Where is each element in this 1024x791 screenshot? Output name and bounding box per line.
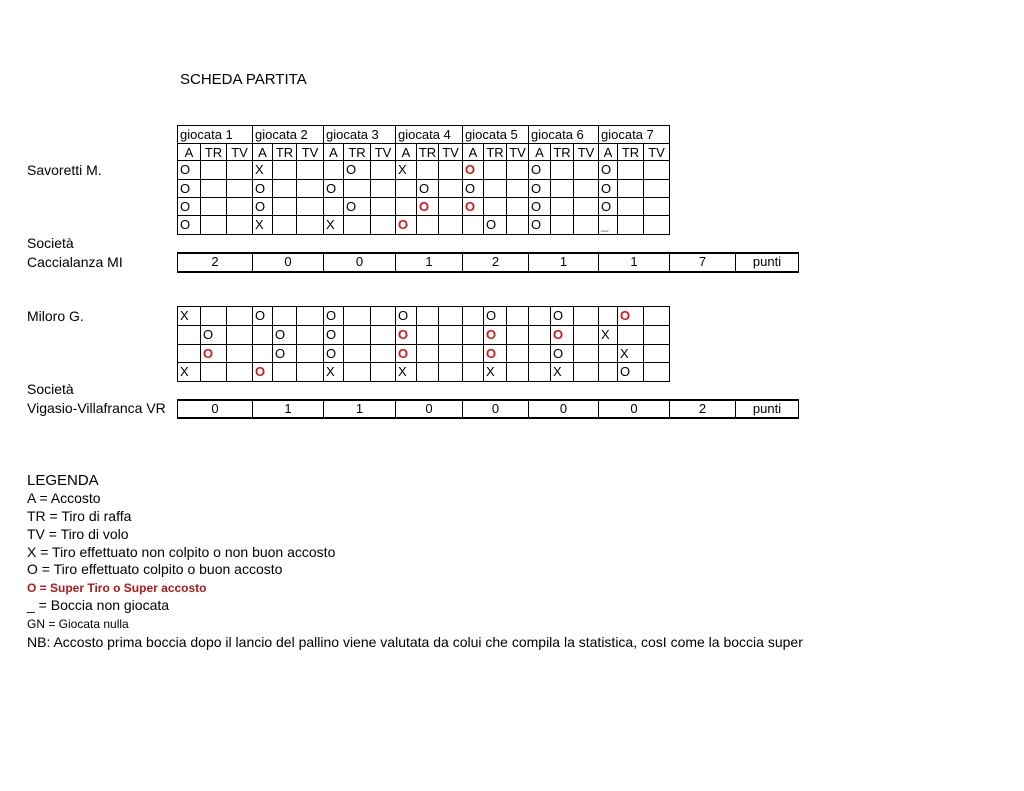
giocata-score: 1 [252,399,324,419]
giocata-score: 0 [177,399,253,419]
mark-cell [226,179,253,198]
mark-cell: _ [598,215,618,235]
subcol-header: TR [483,143,507,161]
mark-cell [643,160,670,180]
mark-cell: O [323,179,344,198]
mark-cell [573,179,599,198]
mark-cell [617,215,644,235]
super-mark-cell: O [395,325,417,345]
mark-cell: X [617,344,644,363]
super-mark-cell: O [416,197,439,216]
mark-cell: O [323,306,344,326]
giocata-score: 0 [252,252,324,273]
subcol-header: TR [416,143,439,161]
mark-cell [573,325,599,345]
mark-cell [416,215,439,235]
mark-cell [395,179,417,198]
mark-cell [226,344,253,363]
mark-cell [528,325,551,345]
subcol-header: A [395,143,417,161]
mark-cell: O [598,160,618,180]
mark-cell [573,197,599,216]
super-mark-cell: O [395,344,417,363]
giocata-score: 0 [323,252,396,273]
mark-cell [200,160,227,180]
mark-cell: X [395,160,417,180]
subcol-header: A [323,143,344,161]
mark-cell: O [598,197,618,216]
mark-cell: O [395,306,417,326]
mark-cell [438,344,463,363]
subcol-header: TV [643,143,670,161]
mark-cell [416,160,439,180]
mark-cell [438,306,463,326]
mark-cell: O [200,325,227,345]
mark-cell [226,215,253,235]
mark-cell [296,215,324,235]
subcol-header: A [598,143,618,161]
mark-cell [323,197,344,216]
societa-name: Caccialanza MI [27,254,123,270]
mark-cell [598,344,618,363]
mark-cell: O [550,306,574,326]
legend-item: GN = Giocata nulla [27,617,129,631]
mark-cell [550,179,574,198]
legend-note: NB: Accosto prima boccia dopo il lancio del pallino viene valutata da colui che compila la statistica, cosI come la boccia super [27,634,803,650]
mark-cell [343,344,371,363]
mark-cell [550,160,574,180]
mark-cell [483,197,507,216]
mark-cell [343,362,371,382]
points-label: punti [735,399,799,419]
super-mark-cell: O [617,306,644,326]
super-mark-cell: O [483,325,507,345]
mark-cell [252,325,273,345]
legend-title: LEGENDA [27,472,99,489]
mark-cell [643,215,670,235]
mark-cell [550,215,574,235]
mark-cell: O [177,160,201,180]
mark-cell [617,160,644,180]
mark-cell [462,215,484,235]
mark-cell [462,325,484,345]
societa-label: Società [27,381,74,397]
giocata-score: 0 [462,399,529,419]
subcol-header: TV [296,143,324,161]
mark-cell: O [528,179,551,198]
mark-cell [272,179,297,198]
super-mark-cell: O [200,344,227,363]
mark-cell [370,325,396,345]
total-score: 7 [669,252,736,273]
mark-cell [506,362,529,382]
mark-cell [370,197,396,216]
mark-cell [343,325,371,345]
mark-cell: O [528,197,551,216]
mark-cell: O [323,325,344,345]
mark-cell [296,179,324,198]
legend-item-super: O = Super Tiro o Super accosto [27,581,207,595]
mark-cell [573,215,599,235]
mark-cell [643,325,670,345]
giocata-score: 2 [462,252,529,273]
mark-cell: O [528,215,551,235]
mark-cell [438,362,463,382]
mark-cell: X [395,362,417,382]
mark-cell [296,344,324,363]
subcol-header: TV [226,143,253,161]
subcol-header: TR [617,143,644,161]
mark-cell [177,325,201,345]
points-label: punti [735,252,799,273]
mark-cell [506,306,529,326]
mark-cell [343,306,371,326]
mark-cell: X [323,362,344,382]
mark-cell: O [177,197,201,216]
mark-cell [416,362,439,382]
mark-cell [438,160,463,180]
societa-name: Vigasio-Villafranca VR [27,400,166,416]
subcol-header: A [528,143,551,161]
mark-cell [573,160,599,180]
giocata-score: 0 [598,399,670,419]
mark-cell [226,325,253,345]
mark-cell: O [323,344,344,363]
mark-cell: O [272,325,297,345]
mark-cell [462,362,484,382]
giocata-score: 0 [528,399,599,419]
mark-cell: O [462,179,484,198]
mark-cell [226,306,253,326]
subcol-header: A [252,143,273,161]
mark-cell [296,362,324,382]
mark-cell [177,344,201,363]
mark-cell: O [343,160,371,180]
mark-cell [438,179,463,198]
mark-cell [272,215,297,235]
societa-label: Società [27,235,74,251]
mark-cell [506,197,529,216]
page-title: SCHEDA PARTITA [180,71,307,88]
subcol-header: TR [200,143,227,161]
mark-cell [272,197,297,216]
mark-cell [506,325,529,345]
subcol-header: TV [438,143,463,161]
mark-cell [272,362,297,382]
mark-cell [416,344,439,363]
mark-cell [370,179,396,198]
mark-cell [598,306,618,326]
mark-cell [200,215,227,235]
mark-cell [573,344,599,363]
mark-cell [296,306,324,326]
subcol-header: TR [272,143,297,161]
mark-cell: X [550,362,574,382]
mark-cell [226,197,253,216]
mark-cell [506,160,529,180]
mark-cell [416,306,439,326]
legend-item: X = Tiro effettuato non colpito o non buon accosto [27,544,336,560]
mark-cell: O [550,344,574,363]
mark-cell [550,197,574,216]
mark-cell: O [343,197,371,216]
mark-cell [200,179,227,198]
super-mark-cell: O [252,362,273,382]
mark-cell [506,215,529,235]
mark-cell [462,344,484,363]
mark-cell [226,160,253,180]
mark-cell: O [252,179,273,198]
giocata-header: giocata 2 [252,125,324,144]
giocata-score: 1 [395,252,463,273]
mark-cell [643,344,670,363]
mark-cell [573,362,599,382]
mark-cell: O [617,362,644,382]
mark-cell [370,215,396,235]
mark-cell [272,306,297,326]
mark-cell: O [483,215,507,235]
legend-item: A = Accosto [27,490,101,506]
mark-cell [395,197,417,216]
legend-item: _ = Boccia non giocata [27,597,170,613]
giocata-header: giocata 6 [528,125,599,144]
mark-cell [617,197,644,216]
mark-cell [200,306,227,326]
giocata-score: 2 [177,252,253,273]
super-mark-cell: O [550,325,574,345]
subcol-header: TV [370,143,396,161]
mark-cell [573,306,599,326]
mark-cell [643,197,670,216]
mark-cell [438,215,463,235]
mark-cell [296,160,324,180]
legend-item: TR = Tiro di raffa [27,508,132,524]
mark-cell: O [416,179,439,198]
super-mark-cell: O [462,197,484,216]
super-mark-cell: O [395,215,417,235]
mark-cell [643,179,670,198]
subcol-header: A [462,143,484,161]
mark-cell [462,306,484,326]
mark-cell [506,179,529,198]
mark-cell [370,362,396,382]
mark-cell: X [323,215,344,235]
player-name: Miloro G. [27,308,84,324]
mark-cell: O [528,160,551,180]
legend-item: TV = Tiro di volo [27,526,129,542]
mark-cell: O [252,197,273,216]
giocata-score: 1 [598,252,670,273]
mark-cell [343,215,371,235]
mark-cell [528,306,551,326]
legend-item: O = Tiro effettuato colpito o buon accosto [27,561,283,577]
mark-cell [370,160,396,180]
mark-cell [370,306,396,326]
mark-cell [643,306,670,326]
mark-cell [343,179,371,198]
mark-cell [528,344,551,363]
mark-cell [528,362,551,382]
giocata-header: giocata 4 [395,125,463,144]
mark-cell: X [252,215,273,235]
mark-cell: O [177,215,201,235]
mark-cell [200,197,227,216]
mark-cell [643,362,670,382]
subcol-header: TR [343,143,371,161]
mark-cell [483,179,507,198]
mark-cell [370,344,396,363]
mark-cell [252,344,273,363]
giocata-score: 0 [395,399,463,419]
mark-cell [617,325,644,345]
mark-cell [617,179,644,198]
player-name: Savoretti M. [27,162,102,178]
mark-cell: X [177,362,201,382]
mark-cell: X [252,160,273,180]
super-mark-cell: O [483,344,507,363]
mark-cell: O [252,306,273,326]
giocata-header: giocata 3 [323,125,396,144]
mark-cell [416,325,439,345]
giocata-score: 1 [323,399,396,419]
total-score: 2 [669,399,736,419]
subcol-header: TV [573,143,599,161]
giocata-header: giocata 5 [462,125,529,144]
mark-cell: O [177,179,201,198]
mark-cell [296,325,324,345]
mark-cell: X [598,325,618,345]
mark-cell: X [483,362,507,382]
mark-cell [438,197,463,216]
mark-cell: O [272,344,297,363]
mark-cell: X [177,306,201,326]
mark-cell [506,344,529,363]
mark-cell [598,362,618,382]
mark-cell [483,160,507,180]
giocata-score: 1 [528,252,599,273]
mark-cell: O [483,306,507,326]
mark-cell [272,160,297,180]
mark-cell [323,160,344,180]
subcol-header: A [177,143,201,161]
subcol-header: TR [550,143,574,161]
mark-cell [438,325,463,345]
super-mark-cell: O [462,160,484,180]
mark-cell [226,362,253,382]
giocata-header: giocata 1 [177,125,253,144]
mark-cell: O [598,179,618,198]
mark-cell [200,362,227,382]
giocata-header: giocata 7 [598,125,670,144]
mark-cell [296,197,324,216]
subcol-header: TV [506,143,529,161]
